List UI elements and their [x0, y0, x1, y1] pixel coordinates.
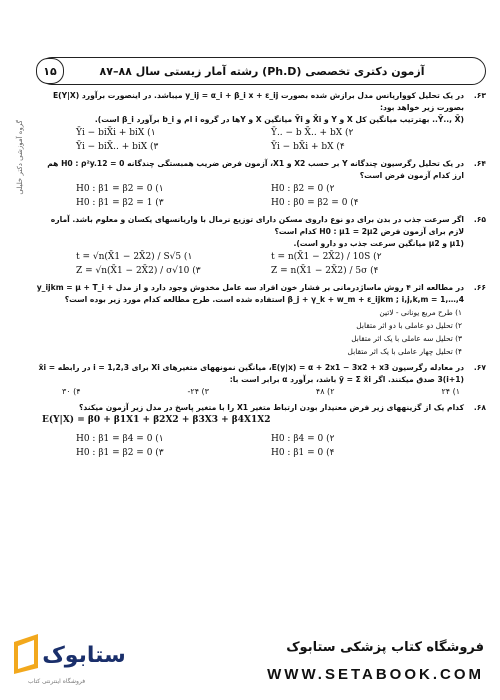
option[interactable]: ۴) تحلیل چهار عاملی با یک اثر متقابل [347, 347, 462, 356]
question-text: در معادله رگرسیون E(y|x) = α + 2x1 − 3x2 + x3، میانگین نمونههای متغیرهای Xi برای i = 1,2,3 در رابطه x̄i = 3(i+1) صدق میکنند. اگر ȳ = Σ x̄i باشد، برآورد α برابر است با: [38, 363, 464, 384]
option[interactable]: ۲) ۴۸ [315, 387, 335, 396]
page-header [38, 57, 486, 85]
question-67 [36, 362, 486, 398]
option[interactable]: t = √n(X̄1 − 2X̄2) / S√5 (۱ [76, 252, 193, 262]
option[interactable]: Z = n(X̄1 − 2X̄2) / 5σ (۴ [271, 266, 379, 276]
setabook-logo[interactable] [10, 628, 130, 685]
question-text: کدام یک از گزینههای زیر فرض معنیدار بودن ارتباط متغیر X1 را با متغیر پاسخ در مدل زیر آزمون میکند؟ [78, 403, 464, 412]
option[interactable]: Ȳi − bX̄i + bX (۴ [271, 142, 345, 152]
question-66 [36, 282, 486, 358]
question-number: ۶۳. [473, 91, 486, 100]
question-number: ۶۸. [473, 403, 486, 412]
question-number: ۶۶. [473, 283, 486, 292]
option[interactable]: ۳) تحلیل سه عاملی با یک اثر متقابل [351, 334, 462, 343]
option[interactable]: ۳) ۲۴- [187, 387, 209, 396]
question-text: در یک تحلیل کوواریانس مدل برازش شده بصورت y_ij = α_i + β_i x + ε_ij میباشد. در اینصورت برآورد E(Y|X) بصورت زیر خواهد بود: [52, 91, 464, 112]
store-url[interactable]: WWW.SETABOOK.COM [267, 666, 484, 683]
option[interactable]: H0 : β1 = β2 = 1 (۳ [76, 198, 164, 208]
option[interactable]: Z = √n(X̄1 − 2X̄2) / σ√10 (۳ [76, 266, 201, 276]
logo-text: ستابوک [42, 643, 126, 668]
logo-subtitle: فروشگاه اینترنتی کتاب [28, 678, 86, 685]
option[interactable]: H0 : β1 = β2 = 0 (۱ [76, 184, 164, 194]
question-text: در مطالعه اثر ۴ روش ماساژدرمانی بر فشار خون افراد سه عامل مخدوش وجود دارد و از مدل y_ijkm = μ + T_i + β_j + γ_k + w_m + ε_ijkm ; i,j,k,m = 1,…,4 استفاده شده است. طرح مطالعه کدام مورد زیر بوده است؟ [36, 283, 464, 304]
option[interactable]: ۲) تحلیل دو عاملی با دو اثر متقابل [356, 321, 462, 330]
side-label: گروه آموزشی دکتر خلیلی [16, 120, 24, 195]
question-number: ۶۵. [473, 215, 486, 224]
option[interactable]: t = n(X̄1 − 2X̄2) / 10S (۲ [271, 252, 382, 262]
header-title: آزمون دکتری تخصصی (Ph.D) رشته آمار زیستی سال ۸۸–۸۷ [99, 64, 425, 78]
question-subtext: (Ȳ.., X̄.. بهترتیب میانگین کل X و Y و X̄i و Ȳi میانگین X و Yها در گروه i ام و b_i برآورد β_i است). [94, 115, 464, 124]
option[interactable]: Ȳ.. − b X̄.. + bX (۲ [271, 128, 354, 138]
footer [0, 628, 500, 700]
question-text: اگر سرعت جذب در بدن برای دو نوع داروی مسکن دارای توزیع نرمال با واریانسهای یکسان و معلوم باشد. آماره لازم برای آزمون فرض H0 : μ1 = 2μ2 کدام است؟ [50, 215, 464, 236]
questions-container [36, 90, 486, 464]
question-65 [36, 214, 486, 278]
question-number: ۶۷. [473, 363, 486, 372]
store-name: فروشگاه کتاب پزشکی ستابوک [286, 640, 484, 655]
question-68 [36, 402, 486, 460]
option[interactable]: H0 : β4 = 0 (۲ [271, 434, 335, 444]
option[interactable]: ۱) طرح مربع یونانی - لاتین [379, 308, 462, 317]
option[interactable]: Ȳi − biX̄i + biX (۱ [76, 128, 156, 138]
option[interactable]: ۴) ۳۰ [62, 387, 81, 396]
question-63 [36, 90, 486, 154]
option[interactable]: H0 : β0 = β2 = 0 (۴ [271, 198, 359, 208]
option[interactable]: ۱) ۲۴ [441, 387, 460, 396]
option[interactable]: H0 : β1 = β4 = 0 (۱ [76, 434, 164, 444]
option[interactable]: Ȳi − biX̄.. + biX (۳ [76, 142, 159, 152]
page-number: ۱۵ [36, 58, 64, 84]
question-subtext: (μ1 و μ2 میانگین سرعت جذب دو دارو است). [293, 239, 464, 248]
question-number: ۶۴. [473, 159, 486, 168]
question-64 [36, 158, 486, 210]
model-formula: E(Y|X) = β0 + β1X1 + β2X2 + β3X3 + β4X1X2 [42, 415, 271, 425]
option[interactable]: H0 : β1 = 0 (۴ [271, 448, 335, 458]
option[interactable]: H0 : β1 = β2 = 0 (۳ [76, 448, 164, 458]
question-text: در یک تحلیل رگرسیون چندگانه Y بر حسب X2 و X1، آزمون فرض ضریب همبستگی چندگانه H0 : ρ²y.12 = 0 هم ارز کدام آزمون فرض است؟ [47, 159, 464, 180]
book-logo-icon [10, 628, 130, 678]
option[interactable]: H0 : β2 = 0 (۲ [271, 184, 335, 194]
